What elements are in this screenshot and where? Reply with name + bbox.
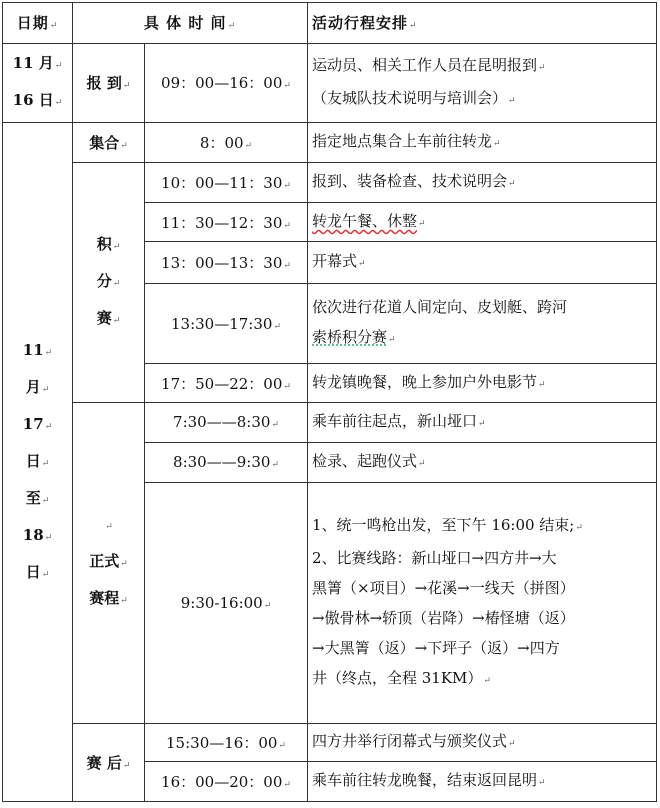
time-cell: 9:30-16:00↵ — [145, 483, 308, 723]
activity-cell: 四方井举行闭幕式与颁奖仪式↵ — [308, 723, 657, 762]
time-cell: 09：00—16：00↵ — [145, 43, 308, 122]
activity-cell: 检录、起跑仪式↵ — [308, 442, 657, 483]
time-cell: 7:30——8:30↵ — [145, 402, 308, 442]
header-row — [3, 3, 657, 44]
activity-cell: 运动员、相关工作人员在昆明报到↵ （友城队技术说明与培训会）↵ — [308, 43, 657, 122]
time-cell: 13：00—13：30↵ — [145, 242, 308, 284]
stage-after-race: 赛 后↵ — [73, 723, 145, 801]
stage-checkin: 报 到↵ — [73, 43, 145, 122]
activity-cell: 乘车前往转龙晚餐，结束返回昆明↵ — [308, 762, 657, 802]
header-time: 具 体 时 间↵ — [73, 3, 308, 44]
schedule-table — [2, 2, 657, 802]
stage-formal-race: ↵ 正式↵ 赛程↵ — [73, 402, 145, 723]
time-cell: 16：00—20：00↵ — [145, 762, 308, 802]
time-cell: 8：00↵ — [145, 123, 308, 163]
activity-cell: 1、统一鸣枪出发，至下午 16:00 结束;↵ 2、比赛线路：新山垭口→四方井→大 黑箐（×项目）→花溪→一线天（拼图） →傲骨林→轿顶（岩降）→椿怪塘（返） →大黑箐（返）→下坪子（返）→四方 井（终点，全程 31KM）↵ — [308, 483, 657, 723]
activity-cell: 开幕式↵ — [308, 242, 657, 284]
time-cell: 8:30——9:30↵ — [145, 442, 308, 483]
row-gather — [3, 123, 657, 163]
header-date: 日期↵ — [3, 3, 73, 44]
activity-cell: 报到、装备检查、技术说明会↵ — [308, 162, 657, 203]
activity-cell: 依次进行花道人间定向、皮划艇、跨河 索桥积分赛↵ — [308, 283, 657, 363]
time-cell: 15:30—16：00↵ — [145, 723, 308, 762]
row-day1 — [3, 43, 657, 122]
header-activity: 活动行程安排↵ — [308, 3, 657, 44]
time-cell: 17：50—22：00↵ — [145, 364, 308, 403]
row-race-1 — [3, 402, 657, 442]
activity-cell: 转龙镇晚餐，晚上参加户外电影节↵ — [308, 364, 657, 403]
activity-cell: 乘车前往起点，新山垭口↵ — [308, 402, 657, 442]
time-cell: 11：30—12：30↵ — [145, 203, 308, 242]
stage-gather: 集合↵ — [73, 123, 145, 163]
row-points-1 — [3, 162, 657, 203]
row-after-1 — [3, 723, 657, 762]
stage-points-race: 积↵ 分↵ 赛↵ — [73, 162, 145, 402]
time-cell: 10：00—11：30↵ — [145, 162, 308, 203]
activity-cell: 指定地点集合上车前往转龙↵ — [308, 123, 657, 163]
time-cell: 13:30—17:30↵ — [145, 283, 308, 363]
activity-cell: 转龙午餐、休整↵ — [308, 203, 657, 242]
date-nov17-18: 11↵ 月↵ 17↵ 日↵ 至↵ 18↵ 日↵ — [3, 123, 73, 802]
date-nov16: 11 月↵ 16 日↵ — [3, 43, 73, 122]
